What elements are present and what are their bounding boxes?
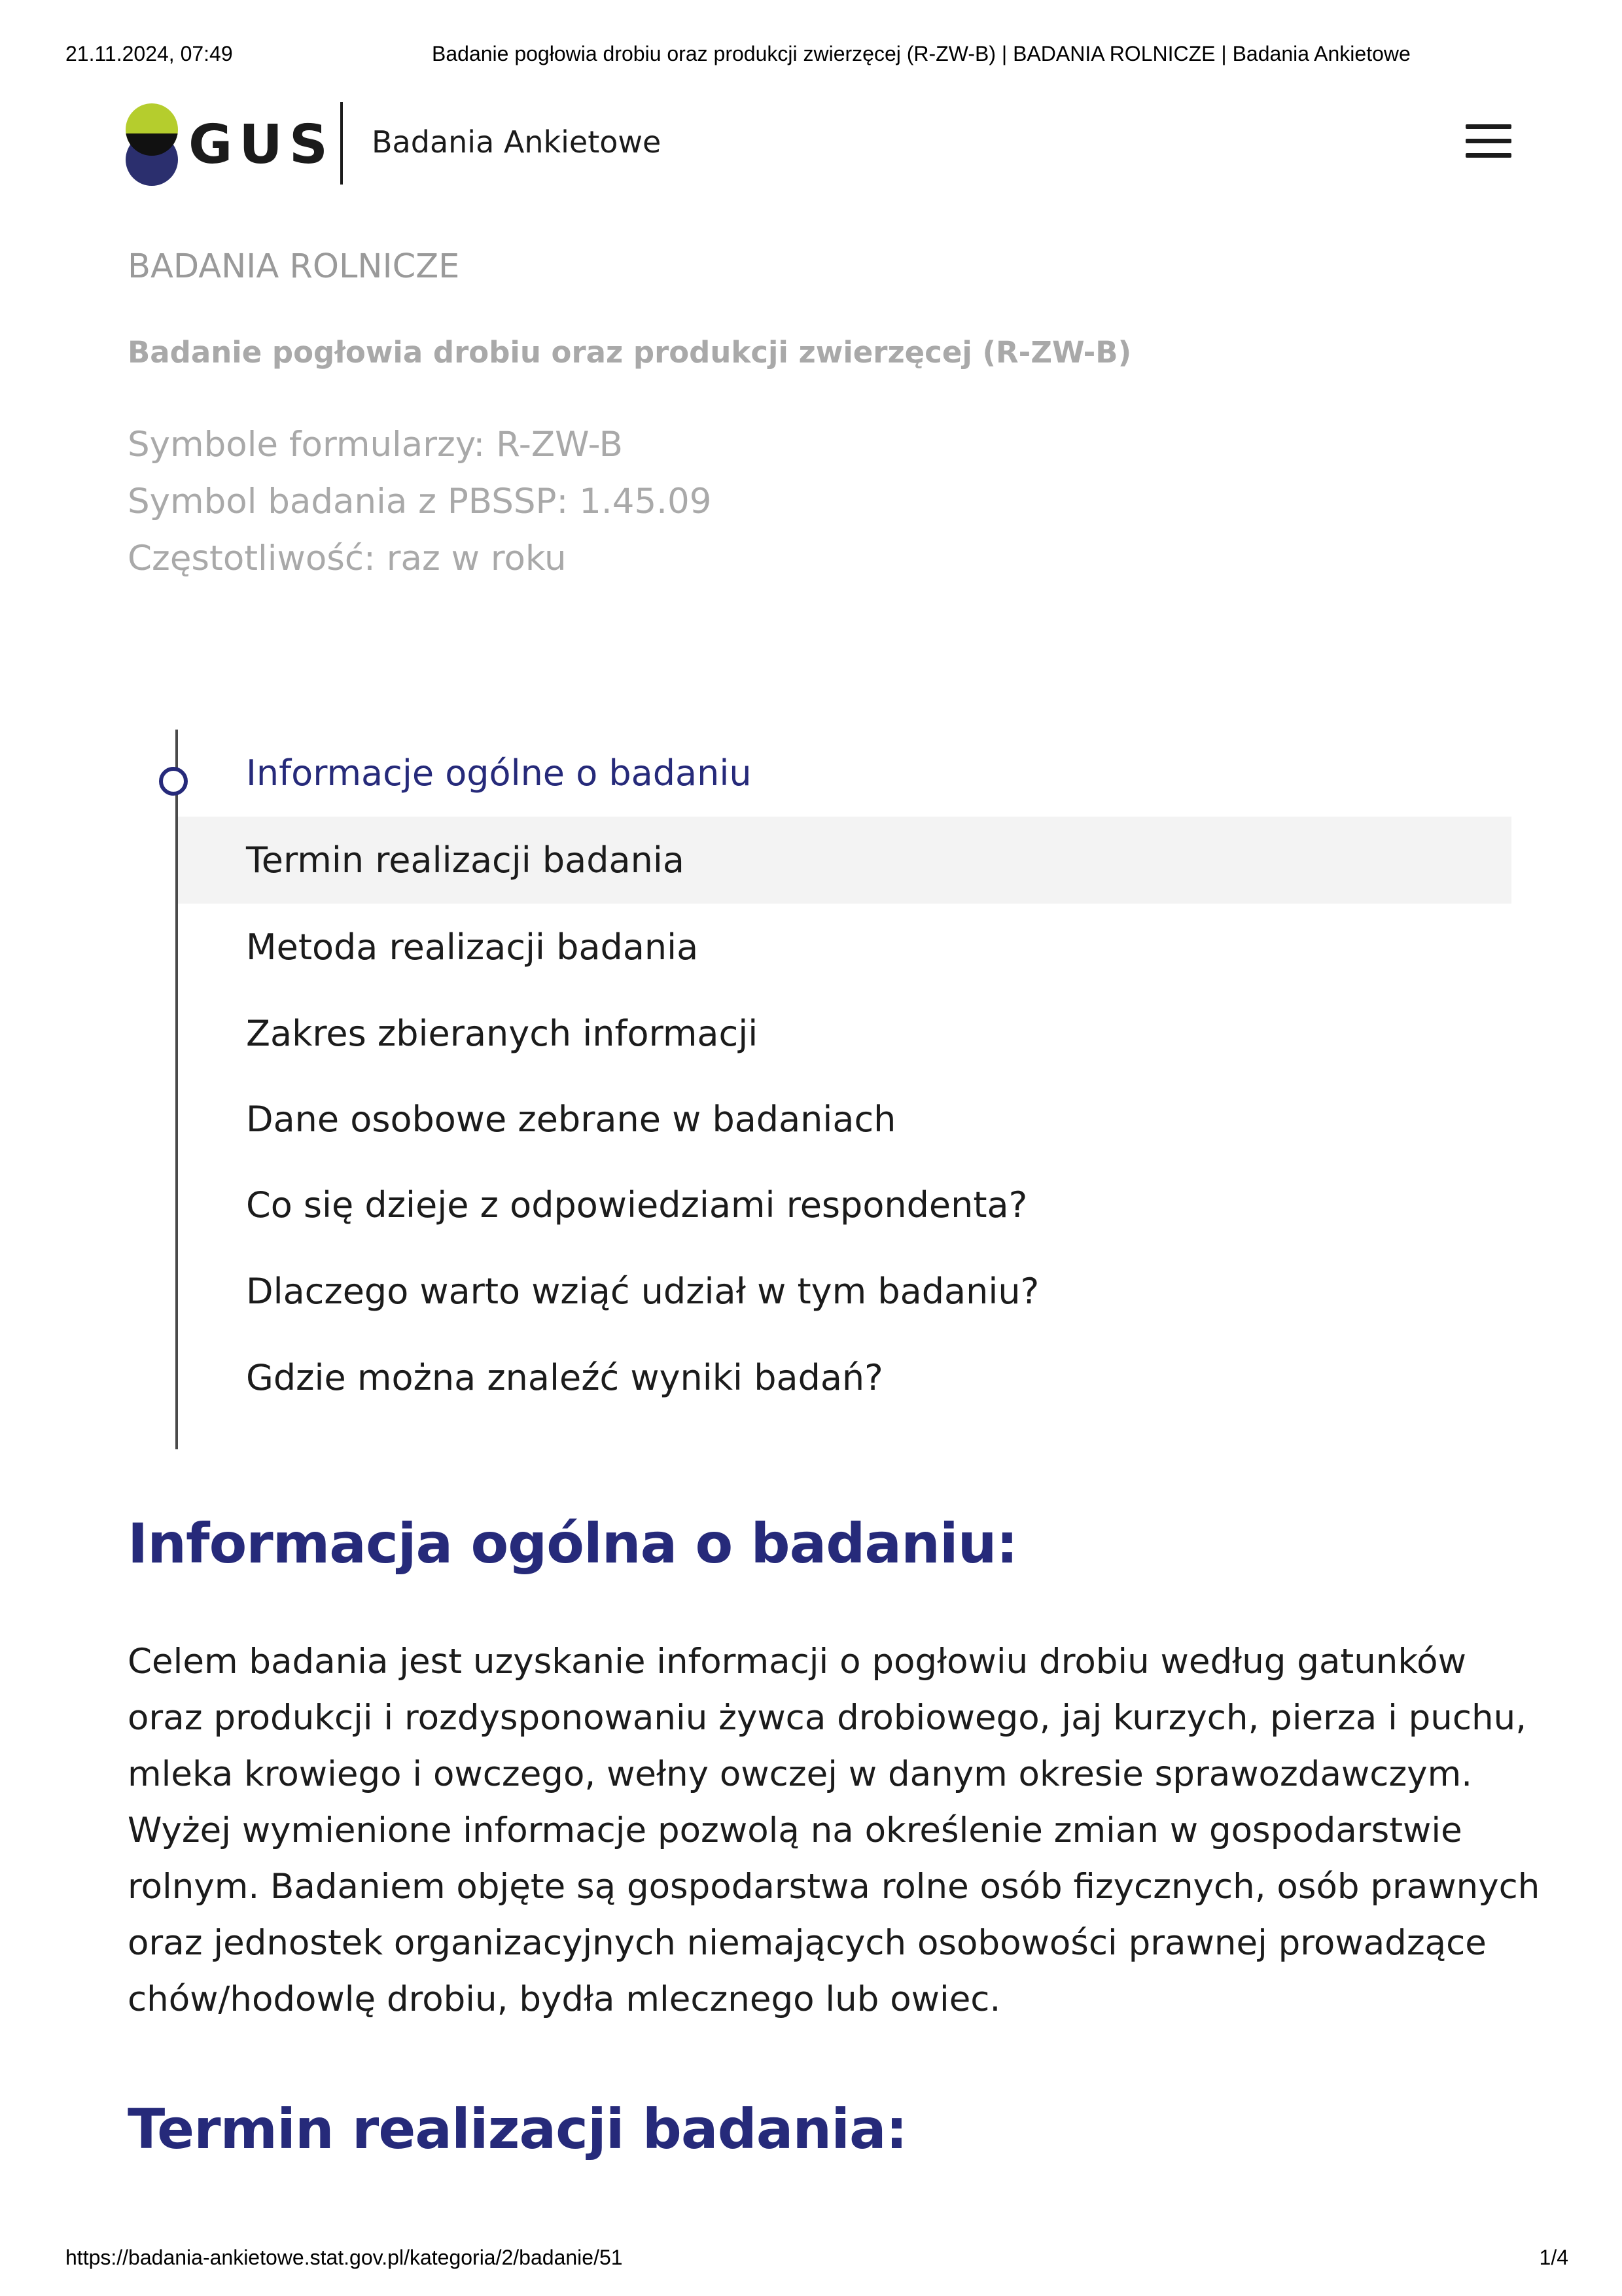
toc-item-personal-data[interactable]: Dane osobowe zebrane w badaniach [246, 1099, 896, 1140]
site-header [124, 98, 1511, 190]
pbssp-symbol: Symbol badania z PBSSP: 1.45.09 [128, 482, 712, 521]
survey-title: Badanie pogłowia drobiu oraz produkcji zwierzęcej (R-ZW-B) [128, 335, 1132, 370]
text-line: chów/hodowlę drobiu, bydła mlecznego lub owiec. [128, 1979, 1001, 2019]
text-line: Celem badania jest uzyskanie informacji o pogłowiu drobiu według gatunków [128, 1642, 1466, 1682]
text-line: oraz jednostek organizacyjnych niemających osobowości prawnej prowadzące [128, 1923, 1487, 1963]
general-info-heading: Informacja ogólna o badaniu: [128, 1511, 1018, 1576]
text-line: Wyżej wymienione informacje pozwolą na określenie zmian w gospodarstwie [128, 1810, 1462, 1850]
toc-item-responses[interactable]: Co się dzieje z odpowiedziami respondenta? [246, 1184, 1028, 1226]
survey-meta [128, 416, 711, 587]
hamburger-icon[interactable] [1466, 124, 1511, 158]
text-line: oraz produkcji i rozdysponowaniu żywca drobiowego, jaj kurzych, pierza i puchu, [128, 1698, 1527, 1738]
print-page-number: 1/4 [1539, 2246, 1568, 2269]
gus-logo-mark-icon [124, 103, 179, 186]
brand-name[interactable]: Badania Ankietowe [372, 124, 661, 160]
text-line: rolnym. Badaniem objęte są gospodarstwa rolne osób fizycznych, osób prawnych [128, 1867, 1540, 1907]
gus-logo[interactable] [124, 103, 334, 186]
general-info-text [128, 1634, 1540, 2028]
toc-item-results[interactable]: Gdzie można znaleźć wyniki badań? [246, 1357, 883, 1398]
print-date: 21.11.2024, 07:49 [65, 42, 233, 65]
logo-text: GUS [188, 113, 334, 176]
text-line: mleka krowiego i owczego, wełny owczej w danym okresie sprawozdawczym. [128, 1754, 1473, 1794]
print-page-title: Badanie pogłowia drobiu oraz produkcji zwierzęcej (R-ZW-B) | BADANIA ROLNICZE | Badania Ankietowe [432, 42, 1411, 65]
toc-item-general-info[interactable]: Informacje ogólne o badaniu [246, 752, 752, 794]
toc-item-scope[interactable]: Zakres zbieranych informacji [246, 1013, 758, 1054]
toc-item-method[interactable]: Metoda realizacji badania [246, 927, 699, 968]
toc-active-circle-icon [159, 767, 188, 796]
toc-item-why-participate[interactable]: Dlaczego warto wziąć udział w tym badaniu? [246, 1271, 1040, 1312]
form-symbols: Symbole formularzy: R-ZW-B [128, 425, 624, 465]
table-of-contents [175, 730, 1511, 1449]
print-url: https://badania-ankietowe.stat.gov.pl/kategoria/2/badanie/51 [65, 2246, 623, 2269]
toc-item-term[interactable]: Termin realizacji badania [178, 817, 1511, 904]
logo-divider [340, 102, 343, 185]
frequency: Częstotliwość: raz w roku [128, 539, 567, 578]
category-breadcrumb[interactable]: BADANIA ROLNICZE [128, 247, 460, 286]
term-heading: Termin realizacji badania: [128, 2097, 908, 2161]
